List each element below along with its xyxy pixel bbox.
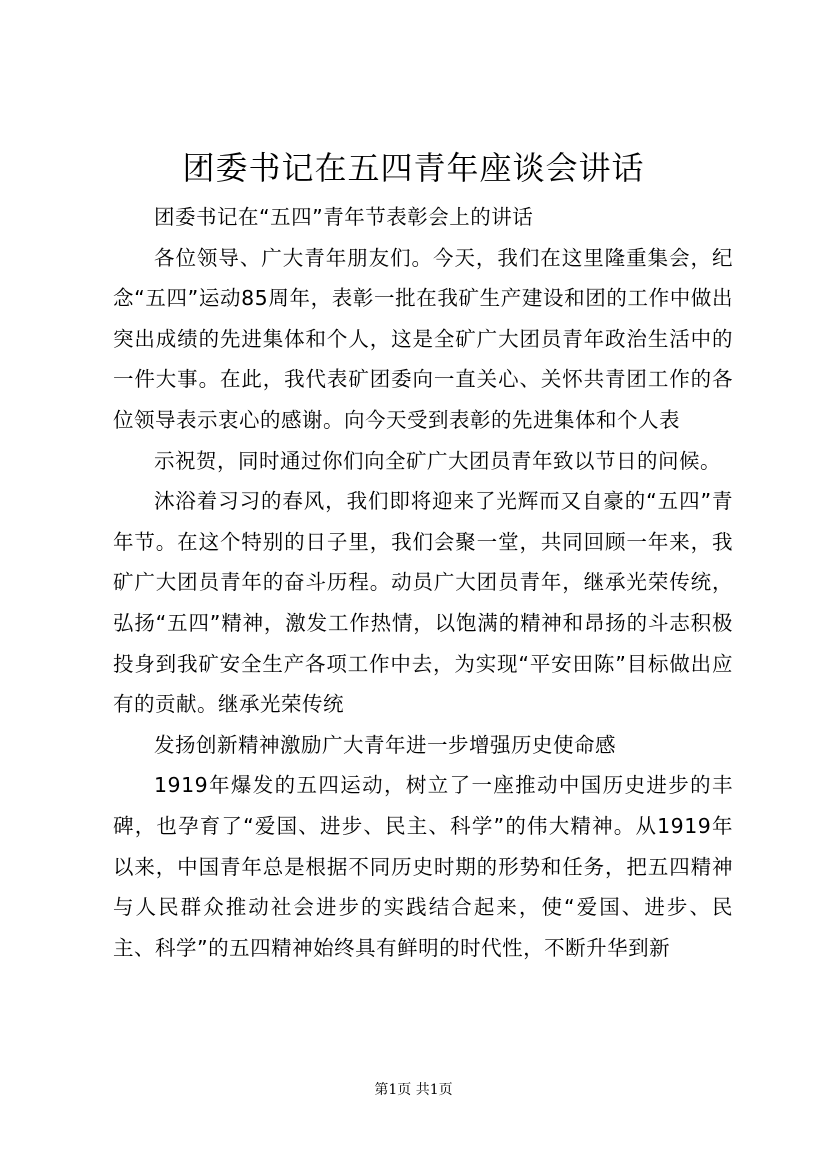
paragraph-may-fourth-history: 1919年爆发的五四运动，树立了一座推动中国历史进步的丰碑，也孕育了“爱国、进步、民主、科学”的伟大精神。从1919年以来，中国青年总是根据不同历史时期的形势和任务，把五四精神与人民群众推动社会进步的实践结合起来，使“爱国、进步、民主、科学”的五四精神始终具有鲜明的时代性，不断升华到新: [113, 773, 733, 960]
speech-heading: 团委书记在“五四”青年节表彰会上的讲话: [154, 205, 534, 229]
document-body: [113, 197, 733, 968]
document-title: 团委书记在五四青年座谈会讲话: [182, 149, 645, 187]
section-heading-innovation: 发扬创新精神激励广大青年进一步增强历史使命感: [154, 732, 616, 757]
page-footer: 第1页 共1页: [374, 1082, 453, 1098]
paragraph-greeting: 各位领导、广大青年朋友们。今天，我们在这里隆重集会，纪念“五四”运动85周年，表彰一批在我矿生产建设和团的工作中做出突出成绩的先进集体和个人，这是全矿广大团员青年政治生活中的一件大事。在此，我代表矿团委向一直关心、关怀共青团工作的各位领导表示衷心的感谢。向今天受到表彰的先进集体和个人表: [113, 245, 733, 432]
paragraph-congratulations: 示祝贺，同时通过你们向全矿广大团员青年致以节日的问候。: [154, 448, 721, 473]
paragraph-youth-day: 沐浴着习习的春风，我们即将迎来了光辉而又自豪的“五四”青年节。在这个特别的日子里，我们会聚一堂，共同回顾一年来，我矿广大团员青年的奋斗历程。动员广大团员青年，继承光荣传统，弘扬“五四”精神，激发工作热情，以饱满的精神和昂扬的斗志积极投身到我矿安全生产各项工作中去，为实现“平安田陈”目标做出应有的贡献。继承光荣传统: [113, 489, 733, 717]
